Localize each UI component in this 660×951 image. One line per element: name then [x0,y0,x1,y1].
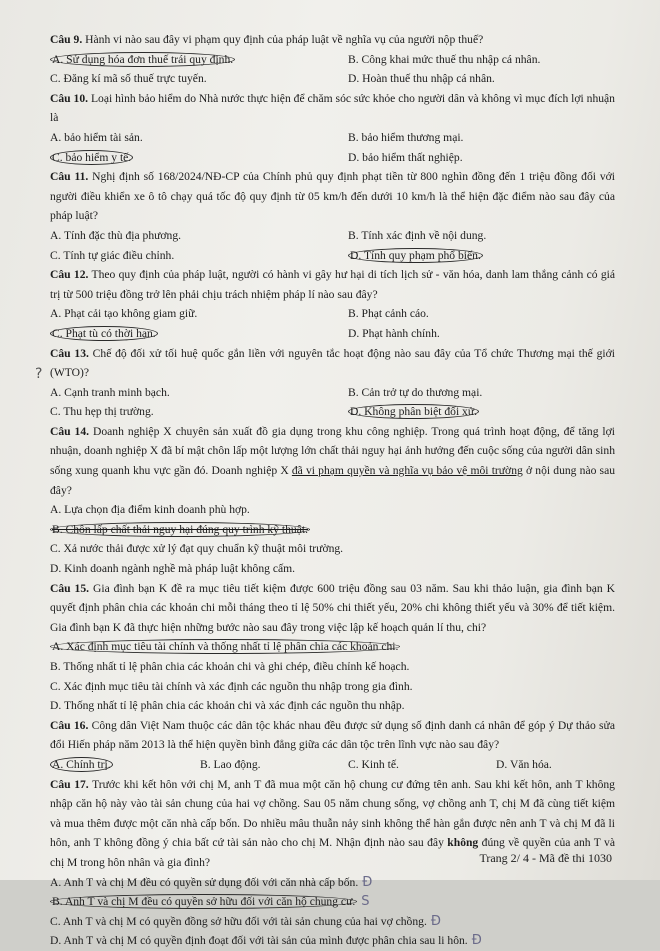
option-a[interactable]: A. Lựa chọn địa điểm kinh doanh phù hợp. [50,503,250,517]
option-c[interactable]: C. Xác định mục tiêu tài chính và xác định các nguồn thu nhập trong gia đình. [50,679,413,693]
question-14 [50,422,615,500]
question-stem: Gia đình bạn K đề ra mục tiêu tiết kiệm được 600 triệu đồng sau 03 năm. Sau khi thảo luận, gia đình bạn K quyết định phân chia các khoản chi mỗi tháng theo tỉ lệ 50% chi thiết yếu, 20% chi không thiết yếu và 30% để tiết kiệm. Gia đình bạn K đã thực hiện những bước nào sau đây trong việc lập kế hoạch quản lí thu, chi? [50,581,615,634]
question-9 [50,30,615,50]
option-a[interactable]: A. Tính đặc thù địa phương. [50,228,182,242]
handwritten-mark: Đ [471,933,482,949]
option-d[interactable]: D. Văn hóa. [496,757,552,771]
options-11 [50,226,615,265]
question-stem: Nghị định số 168/2024/NĐ-CP của Chính phủ quy định phạt tiền từ 800 nghìn đồng đến 1 triệu đồng đối với người điều khiển xe ô tô chạy quá tốc độ quy định từ 05 km/h đến dưới 10 km/h là thể hiện đặc điểm nào sau đây của pháp luật? [50,170,615,223]
option-b[interactable]: B. Thống nhất tỉ lệ phân chia các khoản chi và ghi chép, điều chỉnh kế hoạch. [50,660,410,673]
selected-circle: B. Anh T và chị M đều có quyền sở hữu đối với căn hộ chung cư. [52,895,356,909]
selected-circle: D. Không phân biệt đối xử. [350,405,478,419]
question-stem: Hành vi nào sau đây vi phạm quy định của pháp luật về nghĩa vụ của người nộp thuế? [85,33,484,46]
question-number: Câu 9. [50,33,83,46]
option-c[interactable]: C. Xả nước thải được xử lý đạt quy chuẩn kỹ thuật môi trường. [50,542,344,556]
question-stem: Trước khi kết hôn với chị M, anh T đã mua một căn hộ chung cư đứng tên anh. Sau khi kết hôn, anh T không nhập căn hộ này vào tài sản chung của hai vợ chồng. Sau 05 năm chung sống, vợ chồng anh T, chị M đã cùng tiết kiệm và mua thêm được một căn nhà cấp bốn. Do nhiều mâu thuẫn nảy sinh không thể hàn gắn được nên anh T và chị M đã li hôn, anh T không đồng ý chia bất cứ tài sản nào cho chị M. Nhận định nào sau đây [50,777,615,850]
option-text: D. Anh T và chị M có quyền định đoạt đối với tài sản của mình được phân chia sau li hôn. [50,934,468,948]
option-b[interactable]: B. Công khai mức thuế thu nhập cá nhân. [348,52,541,66]
question-number: Câu 15. [50,581,90,595]
option-c[interactable]: C. Kinh tế. [348,757,399,771]
options-12 [50,304,615,343]
handwritten-mark: Đ [362,874,373,890]
option-d[interactable]: D. Hoàn thuế thu nhập cá nhân. [348,72,495,86]
option-b[interactable]: B. Phạt cảnh cáo. [348,307,429,321]
option-b[interactable] [50,892,615,912]
option-c[interactable] [50,148,348,168]
option-c[interactable] [50,912,615,932]
selected-circle [50,522,310,537]
question-13 [50,344,615,383]
selected-circle: C. bảo hiểm y tế. [52,150,132,164]
options-10 [50,128,615,167]
option-b[interactable]: B. Lao động. [200,757,261,771]
underlined-phrase: đã vi phạm quyền và nghĩa vụ bảo vệ môi trường [291,464,523,478]
selected-circle: A. Chính trị. [52,757,111,771]
bold-word: không [447,836,479,850]
option-d[interactable]: D. Thống nhất tỉ lệ phân chia các khoản chi và xác định các nguồn thu nhập. [50,699,405,713]
option-b[interactable]: B. bảo hiểm thương mại. [348,130,464,144]
option-d[interactable]: D. Kinh doanh ngành nghề mà pháp luật không cấm. [50,562,296,576]
margin-question-mark: ? [35,366,43,382]
option-c[interactable]: C. Thu hẹp thị trường. [50,405,154,419]
option-a[interactable]: A. Cạnh tranh minh bạch. [50,385,170,399]
option-a[interactable]: A. bảo hiểm tài sản. [50,130,143,144]
handwritten-mark: Đ [430,913,441,929]
option-a[interactable] [50,50,348,70]
selected-circle: C. Phạt tù có thời hạn. [52,326,156,340]
selected-circle: D. Tính quy phạm phổ biến. [350,248,481,262]
question-stem: Doanh nghiệp X chuyên sản xuất đồ gia dụng trong khu công nghiệp. Trong quá trình hoạt động, để tăng lợi nhuận, doanh nghiệp X đã bí mật chôn lấp một lượng lớn chất thải nguy hại ảnh hưởng đến cuộc sống của người dân sinh sống xung quanh khu vực gần đó. Doanh nghiệp X [50,424,615,478]
option-c[interactable]: C. Đăng kí mã số thuế trực tuyến. [50,72,207,86]
question-stem: Loại hình bảo hiểm do Nhà nước thực hiện để chăm sóc sức khỏe cho người dân và không vì mục đích lợi nhuận là [50,91,615,125]
question-stem-end: ở nội dung nào sau đây? [50,464,616,497]
page-footer: Trang 2/ 4 - Mã đề thi 1030 [479,851,612,865]
option-a[interactable] [50,637,615,657]
question-number: Câu 17. [50,777,89,791]
question-number: Câu 10. [50,91,89,105]
option-a[interactable] [50,755,200,775]
options-13 [50,383,615,422]
question-16 [50,716,615,755]
option-d[interactable] [348,402,615,422]
option-b[interactable]: B. Cản trở tự do thương mại. [348,385,483,399]
question-stem: Theo quy định của pháp luật, người có hành vi gây hư hại di tích lịch sử - văn hóa, danh lam thắng cảnh có giá trị từ 500 triệu đồng trở lên phải chịu trách nhiệm pháp lí nào sau đây? [50,268,615,301]
option-b[interactable] [50,520,615,540]
option-text: C. Anh T và chị M có quyền đồng sở hữu đối với tài sản chung của hai vợ chồng. [50,914,427,928]
handwritten-mark: S [361,894,370,910]
option-d[interactable] [348,246,615,266]
option-text: A. Anh T và chị M đều có quyền sử dụng đối với căn nhà cấp bốn. [50,875,359,889]
exam-content [50,30,615,951]
question-number: Câu 12. [50,268,89,282]
option-d[interactable] [50,931,615,951]
options-16 [50,755,615,775]
options-9 [50,50,615,89]
question-number: Câu 13. [50,346,89,360]
question-10 [50,89,615,128]
question-stem: Chế độ đối xử tối huệ quốc gắn liền với nguyên tắc hoạt động nào sau đây của Tổ chức Thương mại thế giới (WTO)? [50,346,615,380]
option-c[interactable]: C. Tính tự giác điều chỉnh. [50,248,175,262]
question-number: Câu 14. [50,424,90,438]
question-11 [50,167,615,226]
option-a[interactable] [50,873,615,893]
option-d[interactable]: D. Phạt hành chính. [348,326,440,340]
option-d[interactable]: D. bảo hiểm thất nghiệp. [348,150,463,164]
selected-circle: A. Sử dụng hóa đơn thuế trái quy định. [52,52,234,66]
option-c[interactable] [50,324,348,344]
selected-circle: A. Xác định mục tiêu tài chính và thống nhất tỉ lệ phân chia các khoản chi. [52,640,399,654]
question-12 [50,265,615,304]
option-b[interactable]: B. Tính xác định về nội dung. [348,228,487,242]
option-text: B. Chôn lấp chất thải nguy hại đúng quy trình kỹ thuật. [52,522,308,536]
question-number: Câu 11. [50,170,89,184]
question-stem: Công dân Việt Nam thuộc các dân tộc khác nhau đều được sử dụng số định danh cá nhân để góp ý Dự thảo sửa đổi Hiến pháp năm 2013 là thể hiện quyền bình đẳng giữa các dân tộc trên lĩnh vực nào sau đây? [50,718,615,752]
question-15 [50,579,615,638]
question-stem-end: đúng về quyền của anh T và chị M trong hôn nhân và gia đình? [50,836,616,869]
question-number: Câu 16. [50,718,89,732]
option-a[interactable]: A. Phạt cải tạo không giam giữ. [50,307,198,321]
